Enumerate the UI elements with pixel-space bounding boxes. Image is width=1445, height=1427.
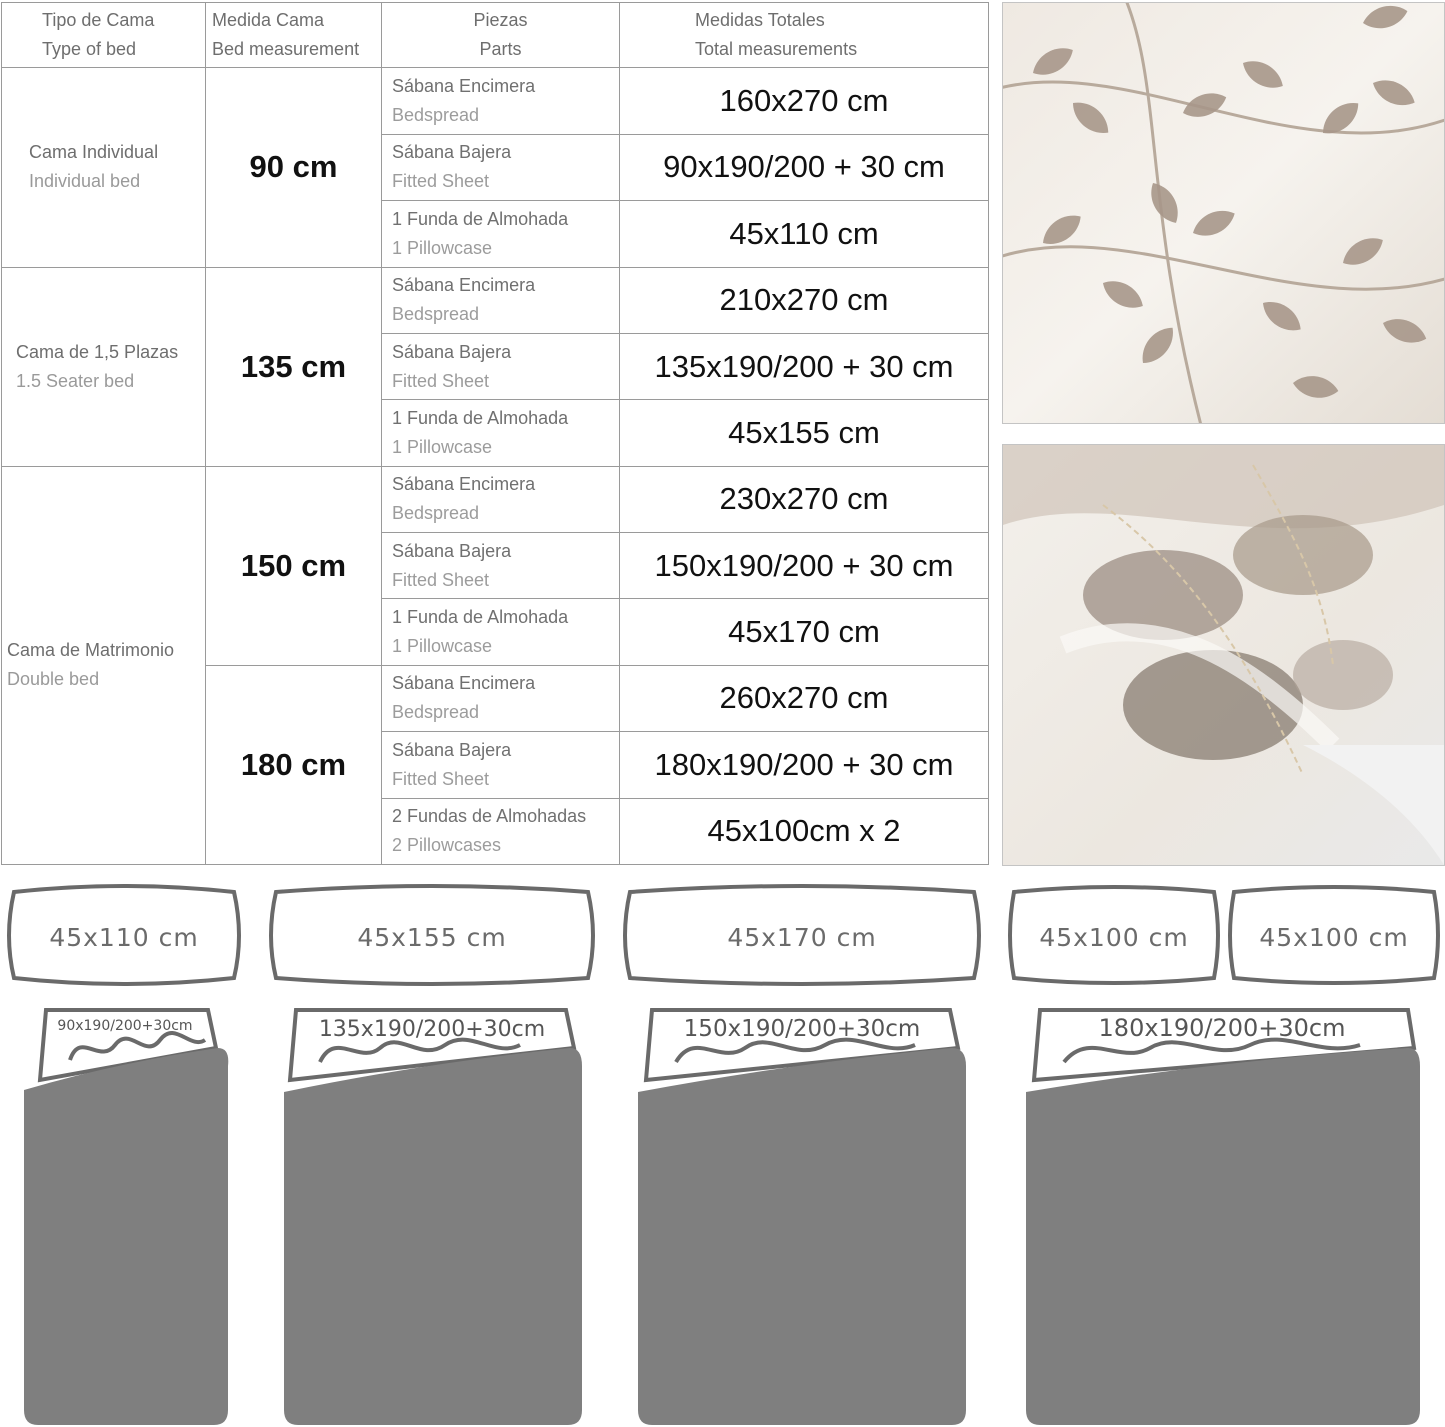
- total-cell: 45x110 cm: [620, 201, 989, 267]
- total-cell: 160x270 cm: [620, 68, 989, 134]
- table-row: [2, 466, 989, 532]
- header-type-of-bed: [2, 3, 206, 68]
- part-es: Sábana Encimera: [392, 275, 536, 296]
- header-total-measurements: [620, 3, 989, 68]
- total-cell: 180x190/200 + 30 cm: [620, 732, 989, 798]
- part-cell: [382, 201, 620, 267]
- fabric-photo-leaves: [1002, 2, 1445, 424]
- fabric-photo-closeup: [1002, 444, 1445, 866]
- part-cell: [382, 400, 620, 466]
- total-cell: 45x155 cm: [620, 400, 989, 466]
- fitted-sheet-label: 180x190/200+30cm: [1098, 1014, 1346, 1042]
- bed-type-1-5-seater: [2, 267, 206, 466]
- total-cell: 210x270 cm: [620, 267, 989, 333]
- part-en: Bedspread: [392, 702, 480, 723]
- bed-type-en: Individual bed: [29, 171, 141, 192]
- part-cell: [382, 333, 620, 399]
- part-cell: [382, 466, 620, 532]
- part-en: 2 Pillowcases: [392, 835, 502, 856]
- part-en: Bedspread: [392, 503, 480, 524]
- bed-size-180: 180 cm: [206, 665, 382, 864]
- part-cell: [382, 267, 620, 333]
- pillow-45x155: [271, 886, 593, 984]
- part-en: 1 Pillowcase: [392, 436, 493, 457]
- fitted-sheet-135: [284, 1010, 582, 1425]
- part-es: Sábana Bajera: [392, 341, 512, 362]
- header-total-measurements-es: Medidas Totales: [695, 10, 825, 31]
- size-table: [1, 2, 989, 865]
- total-cell: 260x270 cm: [620, 665, 989, 731]
- fitted-sheet-150: [638, 1010, 966, 1425]
- pillow-45x100-left: [1010, 887, 1218, 983]
- pillow-label: 45x100 cm: [1039, 923, 1189, 952]
- part-cell: [382, 599, 620, 665]
- part-es: 1 Funda de Almohada: [392, 208, 569, 229]
- part-en: Bedspread: [392, 304, 480, 325]
- part-es: Sábana Bajera: [392, 739, 512, 760]
- fitted-sheet-90: [24, 1010, 228, 1425]
- bed-type-es: Cama de Matrimonio: [7, 640, 175, 661]
- part-cell: [382, 68, 620, 134]
- bed-type-es: Cama Individual: [29, 142, 159, 163]
- header-parts-es: Piezas: [473, 10, 528, 31]
- part-cell: [382, 732, 620, 798]
- header-type-of-bed-en: Type of bed: [42, 39, 137, 60]
- table-row: [2, 68, 989, 134]
- bed-size-90: 90 cm: [206, 68, 382, 267]
- part-cell: [382, 134, 620, 200]
- table-header-row: [2, 3, 989, 68]
- part-es: Sábana Encimera: [392, 673, 536, 694]
- fitted-sheet-label: 150x190/200+30cm: [683, 1016, 921, 1042]
- part-en: Fitted Sheet: [392, 171, 490, 192]
- bed-type-en: Double bed: [7, 669, 100, 690]
- total-cell: 135x190/200 + 30 cm: [620, 333, 989, 399]
- header-parts: [382, 3, 620, 68]
- pillow-label: 45x110 cm: [49, 923, 199, 952]
- fitted-sheet-label: 135x190/200+30cm: [318, 1017, 546, 1042]
- header-bed-measurement: [206, 3, 382, 68]
- bed-size-135: 135 cm: [206, 267, 382, 466]
- table-row: [2, 267, 989, 333]
- pillow-label: 45x100 cm: [1259, 923, 1409, 952]
- part-en: Bedspread: [392, 105, 480, 126]
- bed-type-es: Cama de 1,5 Plazas: [16, 341, 179, 362]
- header-type-of-bed-es: Tipo de Cama: [42, 10, 155, 31]
- part-es: Sábana Bajera: [392, 142, 512, 163]
- pillow-45x110: [9, 886, 239, 984]
- total-cell: 150x190/200 + 30 cm: [620, 533, 989, 599]
- fitted-sheet-180: [1026, 1010, 1420, 1425]
- part-cell: [382, 665, 620, 731]
- bed-type-double: [2, 466, 206, 864]
- header-total-measurements-en: Total measurements: [695, 39, 858, 60]
- fitted-sheet-label: 90x190/200+30cm: [57, 1018, 193, 1034]
- part-es: Sábana Encimera: [392, 76, 536, 97]
- pillow-label: 45x170 cm: [727, 923, 877, 952]
- part-es: Sábana Encimera: [392, 474, 536, 495]
- header-bed-measurement-es: Medida Cama: [212, 10, 325, 31]
- bed-size-150: 150 cm: [206, 466, 382, 665]
- header-bed-measurement-en: Bed measurement: [212, 39, 360, 60]
- bed-type-individual: [2, 68, 206, 267]
- part-es: 1 Funda de Almohada: [392, 607, 569, 628]
- part-en: Fitted Sheet: [392, 768, 490, 789]
- part-cell: [382, 533, 620, 599]
- part-es: 1 Funda de Almohada: [392, 407, 569, 428]
- part-es: 2 Fundas de Almohadas: [392, 806, 587, 827]
- part-en: 1 Pillowcase: [392, 237, 493, 258]
- size-illustrations: [0, 880, 1445, 1427]
- total-cell: 230x270 cm: [620, 466, 989, 532]
- pillow-label: 45x155 cm: [357, 923, 507, 952]
- part-en: Fitted Sheet: [392, 569, 490, 590]
- pillow-45x170: [625, 886, 979, 984]
- part-es: Sábana Bajera: [392, 540, 512, 561]
- total-cell: 45x100cm x 2: [620, 798, 989, 865]
- fabric-fold-closeup: [1003, 445, 1444, 865]
- bed-type-en: 1.5 Seater bed: [16, 370, 135, 391]
- fabric-leaf-pattern: [1003, 3, 1444, 423]
- header-parts-en: Parts: [479, 39, 522, 60]
- total-cell: 45x170 cm: [620, 599, 989, 665]
- total-cell: 90x190/200 + 30 cm: [620, 134, 989, 200]
- part-en: Fitted Sheet: [392, 370, 490, 391]
- pillow-45x100-right: [1230, 887, 1438, 983]
- part-en: 1 Pillowcase: [392, 636, 493, 657]
- part-cell: [382, 798, 620, 865]
